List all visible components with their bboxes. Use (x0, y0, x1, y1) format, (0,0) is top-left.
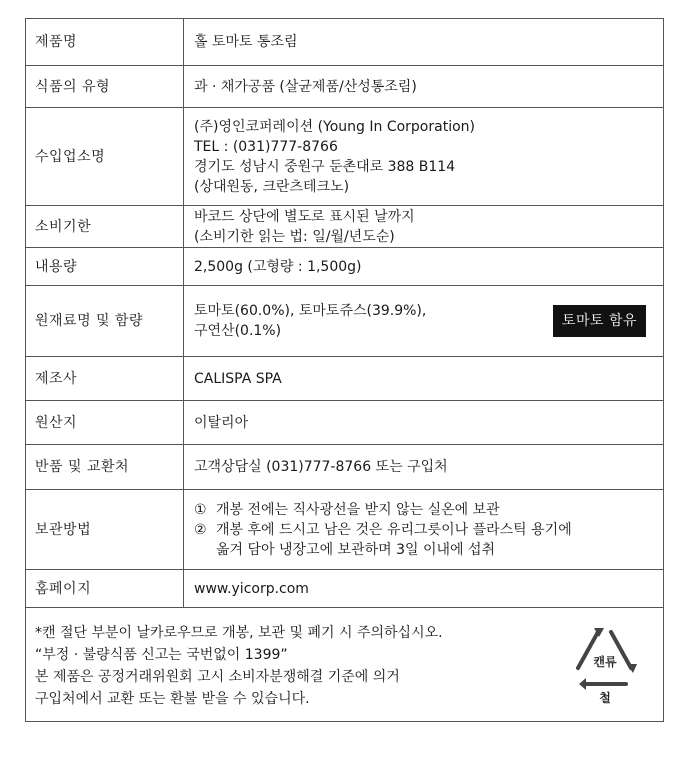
storage-item-1-number: ① (194, 501, 207, 518)
storage-label: 보관방법 (26, 490, 184, 570)
storage-item-2-continued (194, 540, 655, 560)
allergen-badge: 토마토 함유 (553, 305, 646, 337)
storage-item-1 (194, 500, 655, 520)
expiry-line-1: 바코드 상단에 별도로 표시된 날까지 (194, 208, 415, 225)
row-ingredients (26, 286, 664, 357)
importer-address-detail: (상대원동, 크란츠테크노) (194, 178, 350, 195)
row-volume (26, 248, 664, 286)
origin-label: 원산지 (26, 401, 184, 445)
row-footer (26, 608, 664, 722)
footer-caution: *캔 절단 부분이 날카로우므로 개봉, 보관 및 폐기 시 주의하십시오. (35, 624, 443, 641)
recycle-material-label: 철 (599, 691, 611, 705)
origin-value: 이탈리아 (184, 401, 664, 445)
recycle-can-icon (571, 624, 639, 706)
returns-label: 반품 및 교환처 (26, 445, 184, 490)
ingredients-label: 원재료명 및 함량 (26, 286, 184, 357)
storage-item-1-text: 개봉 전에는 직사광선을 받지 않는 실온에 보관 (216, 501, 500, 518)
storage-item-2-text: 개봉 후에 드시고 남은 것은 유리그릇이나 플라스틱 용기에 (216, 521, 572, 538)
footer-refund-info: 구입처에서 교환 또는 환불 받을 수 있습니다. (35, 690, 310, 707)
row-food-type (26, 66, 664, 108)
product-name-label: 제품명 (26, 19, 184, 66)
volume-value: 2,500g (고형량 : 1,500g) (184, 248, 664, 286)
expiry-line-2: (소비기한 읽는 법: 일/월/년도순) (194, 228, 395, 245)
food-type-label: 식품의 유형 (26, 66, 184, 108)
row-homepage (26, 570, 664, 608)
storage-item-2 (194, 520, 655, 540)
product-info-table (25, 18, 664, 722)
recycle-type-label: 캔류 (593, 655, 617, 669)
storage-value (184, 490, 664, 570)
importer-address: 경기도 성남시 중원구 둔촌대로 388 B114 (194, 158, 456, 175)
product-label-sheet (25, 18, 664, 722)
homepage-label: 홈페이지 (26, 570, 184, 608)
importer-phone: TEL : (031)777-8766 (194, 138, 338, 155)
ingredients-line-2: 구연산(0.1%) (194, 323, 282, 339)
returns-value: 고객상담실 (031)777-8766 또는 구입처 (184, 445, 664, 490)
importer-name: (주)영인코퍼레이션 (Young In Corporation) (194, 118, 475, 135)
row-expiry (26, 206, 664, 248)
footer-notice (26, 608, 664, 722)
importer-value (184, 108, 664, 206)
footer-dispute-rule: 본 제품은 공정거래위원회 고시 소비자분쟁해결 기준에 의거 (35, 668, 400, 685)
row-importer (26, 108, 664, 206)
importer-label: 수입업소명 (26, 108, 184, 206)
product-name-value: 홀 토마토 통조림 (184, 19, 664, 66)
row-origin (26, 401, 664, 445)
food-type-value: 과 · 채가공품 (살균제품/산성통조림) (184, 66, 664, 108)
footer-report-hotline: “부정 · 불량식품 신고는 국번없이 1399” (35, 646, 288, 663)
homepage-value: www.yicorp.com (184, 570, 664, 608)
storage-item-2-number: ② (194, 521, 207, 538)
manufacturer-label: 제조사 (26, 357, 184, 401)
row-manufacturer (26, 357, 664, 401)
storage-item-2-text-continued: 옮겨 담아 냉장고에 보관하며 3일 이내에 섭취 (216, 541, 496, 558)
row-returns (26, 445, 664, 490)
row-product-name (26, 19, 664, 66)
ingredients-value (184, 286, 664, 357)
expiry-label: 소비기한 (26, 206, 184, 248)
expiry-value (184, 206, 664, 248)
row-storage (26, 490, 664, 570)
volume-label: 내용량 (26, 248, 184, 286)
ingredients-line-1: 토마토(60.0%), 토마토쥬스(39.9%), (194, 303, 427, 319)
manufacturer-value: CALISPA SPA (184, 357, 664, 401)
